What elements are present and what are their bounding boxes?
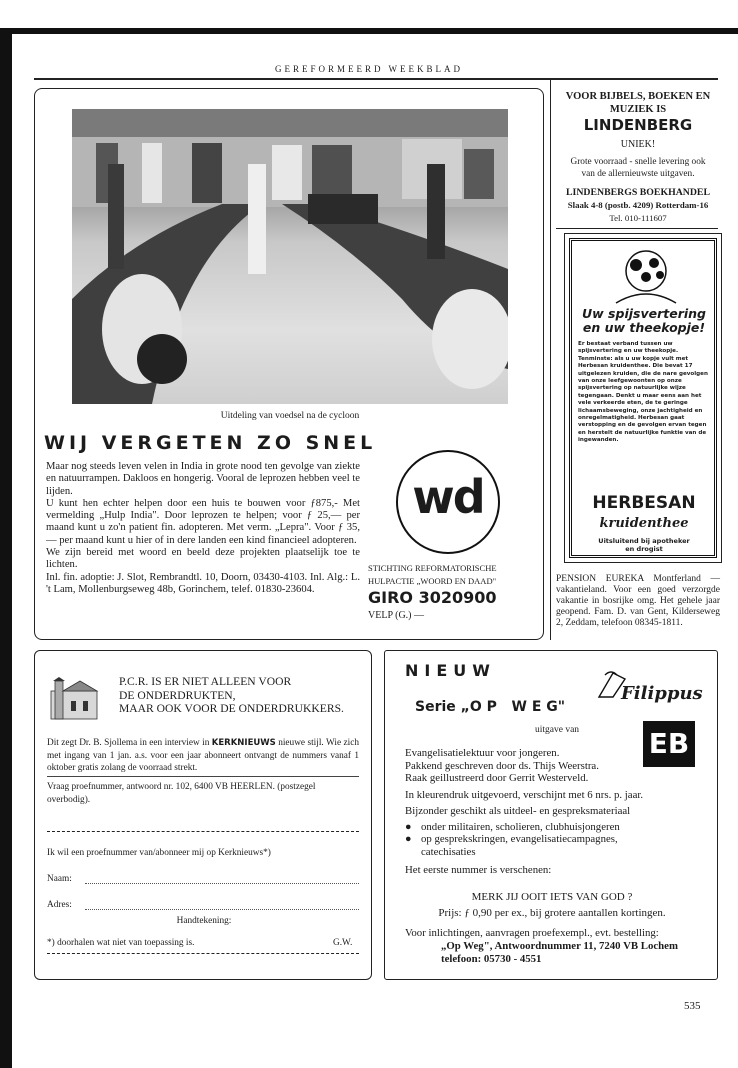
lindenberg-line: van de allernieuwste uitgaven.: [581, 169, 695, 179]
uitgave-label: uitgave van: [535, 725, 580, 735]
desc-line: In kleurendruk uitgevoerd, verschijnt met 6 nrs. p. jaar.: [405, 788, 644, 801]
name-label: Naam:: [47, 874, 72, 884]
bullet-icon: ●: [405, 833, 412, 845]
velp-location: VELP (G.) —: [368, 610, 425, 621]
body-paragraph: We zijn bereid met woord en beeld deze projekten plaatselijk toe te lichten.: [46, 547, 360, 571]
herbesan-footer-line: Uitsluitend bij apotheker: [598, 537, 690, 545]
desc-line: Het eerste nummer is verschenen:: [405, 864, 552, 876]
pension-eureka-ad: PENSION EUREKA Montferland — vakantieland. Voor een goed verzorgde vakantie in bosrijke omg. Het gehele jaar geopend. Fam. D. van Gent, Kilderseweg 2, Zeddam, telefoon 08345-1811.: [556, 574, 720, 628]
photo-illustration: [72, 109, 508, 404]
desc-line: Pakkend geschreven door ds. Thijs Weerstra.: [405, 759, 599, 772]
pcr-intro-text: Dit zegt Dr. B. Sjollema in een interview in: [47, 738, 212, 748]
lindenberg-tel: Tel. 010-111607: [609, 213, 667, 223]
pcr-headline-line: P.C.R. IS ER NIET ALLEEN VOOR: [119, 675, 292, 688]
right-rule: [556, 228, 718, 229]
filippus-brand: Filippus: [621, 683, 703, 704]
desc-line: Bijzonder geschikt als uitdeel- en gespreksmateriaal: [405, 805, 631, 817]
order-form-line: Ik wil een proefnummer van/abonneer mij op Kerknieuws*): [47, 848, 271, 858]
pcr-headline-line: DE ONDERDRUKTEN,: [119, 688, 236, 702]
herbesan-footer-line: en drogist: [625, 545, 663, 553]
herbesan-sub: kruidenthee: [599, 516, 689, 531]
top-border: [0, 28, 738, 34]
lindenberg-address: Slaak 4-8 (postb. 4209) Rotterdam-16: [567, 200, 709, 210]
pcr-intro-text: nieuwe stijl. Wie zich met ingang van 1 jan. a.s. voor een jaar abonneert ontvangt de nummers vanaf 1 oktober gratis zolang de voorraad strekt.: [47, 738, 359, 773]
herbesan-title-line: Uw spijsvertering: [582, 306, 706, 321]
bullet-icon: ●: [405, 820, 412, 833]
lindenberg-line: MUZIEK IS: [609, 104, 667, 115]
woord-en-daad-logo: [396, 450, 500, 554]
herbesan-body: Er bestaat verband tussen uw spijsvertering en uw theekopje. Tenminste: als u uw kopje vult met Herbesan kruidenthee. Die bevat 17 uitgelezen kruiden, die de nare gevolgen van onze leefgewoonten op onze spijsvertering op natuurlijke wijze tegengaan. Denkt u maar eens aan het vele verkeerde eten, de te geringe lichaamsbeweging, onze jachtigheid en onregelmatigheid. Herbesan gaat verstopping en de gevolgen ervan tegen en herstelt de natuurlijke funktie van de ingewanden.: [578, 341, 708, 444]
phone-line: telefoon: 05730 - 4551: [441, 953, 542, 965]
first-issue-title: MERK JIJ OOIT IETS VAN GOD ?: [471, 891, 633, 903]
lindenberg-line: Grote voorraad - snelle levering ook: [570, 157, 706, 167]
bullet-item: ● onder militairen, scholieren, clubhuisjongeren: [405, 820, 620, 833]
stichting-name: [368, 562, 546, 588]
cut-line: [47, 953, 359, 954]
eb-logo: EB: [643, 721, 695, 767]
herbesan-frame: [569, 238, 717, 558]
body-paragraph: U kunt hen echter helpen door een huis te bouwen voor ƒ875,- Met vermelding „Hulp India". Door leprozen te helpen; voor ƒ 25,— per maand kunt u zo'n patient fin. adopteren. Met verm. „Lepra". Voor ƒ 35,— per maand kunt u hier of in dere landen een kind financieel adopteren.: [46, 497, 360, 546]
op-weg-description: [405, 747, 661, 877]
herbesan-footer: [576, 537, 712, 553]
running-title: GEREFORMEERD WEEKBLAD: [274, 64, 464, 74]
pcr-headline: [119, 675, 344, 716]
pcr-intro: [47, 737, 359, 775]
lindenberg-uniek: UNIEK!: [620, 139, 656, 150]
logo-text: wd: [412, 470, 484, 524]
address-field[interactable]: [85, 909, 359, 910]
lindenberg-shop: LINDENBERGS BOEKHANDEL: [566, 187, 710, 198]
body-paragraph: Maar nog steeds leven velen in India in grote nood ten gevolge van ziekte en natuurrampen. Dakloos en hongerig. Vooral de leprozen hebben veel te lijden.: [46, 461, 360, 497]
address-label: Adres:: [47, 900, 72, 910]
signature-label: Handtekening:: [176, 916, 232, 926]
lindenberg-line: VOOR BIJBELS, BOEKEN EN: [565, 91, 711, 102]
page-number: 535: [684, 1000, 701, 1012]
giro-number: GIRO 3020900: [368, 588, 497, 607]
info-line: Voor inlichtingen, aanvragen proefexempl., evt. bestelling:: [405, 927, 659, 939]
desc-line: Raak geillustreerd door Gerrit Westerveld.: [405, 772, 589, 784]
name-field[interactable]: [85, 883, 359, 884]
cyclone-photo: [72, 109, 508, 404]
main-headline: WIJ VERGETEN ZO SNEL: [44, 432, 377, 454]
header-rule: [34, 78, 718, 80]
kerknieuws-name: KERKNIEUWS: [211, 738, 276, 748]
pcr-request: Vraag proefnummer, antwoord nr. 102, 6400 VB HEERLEN. (postzegel overbodig).: [47, 782, 316, 805]
lindenberg-ad: [556, 90, 720, 225]
op-weg-ad: [384, 650, 718, 980]
stichting-line: STICHTING REFORMATORISCHE: [368, 563, 497, 573]
desc-line: Evangelisatielektuur voor jongeren.: [405, 747, 560, 759]
herbesan-ad: [564, 233, 722, 563]
herbesan-title-line: en uw theekopje!: [582, 320, 706, 335]
kerknieuws-ad: [34, 650, 372, 980]
body-paragraph: Inl. fin. adoptie: J. Slot, Rembrandtl. 10, Doorn, 03430-4103. Inl. Alg.: L. 't Lam, Mollenburgseweg 48b, Gorinchem, telef. 01830-23604.: [46, 571, 360, 595]
left-binding-edge: [0, 28, 12, 1068]
pcr-headline-line: MAAR OOK VOOR DE ONDERDRUKKERS.: [119, 702, 344, 715]
cut-line: [47, 831, 359, 832]
stichting-line: HULPACTIE „WOORD EN DAAD": [368, 576, 497, 586]
photo-caption: Uitdeling van voedsel na de cycloon: [220, 411, 360, 421]
code-gw: G.W.: [333, 938, 353, 948]
church-icon: [47, 677, 101, 721]
nieuw-headline: NIEUW: [405, 661, 496, 680]
herb-plant-icon: [576, 245, 716, 305]
herbesan-title: [576, 307, 712, 335]
address-line: „Op Weg", Antwoordnummer 11, 7240 VB Lochem: [441, 940, 678, 952]
herbesan-brand: HERBESAN: [592, 493, 696, 513]
column-rule: [550, 80, 551, 640]
bullet-item: ● op gesprekskringen, evangelisatiecampagnes, catechisaties: [405, 833, 618, 858]
price-line: Prijs: ƒ 0,90 per ex., bij grotere aantallen kortingen.: [438, 907, 666, 919]
footnote: *) doorhalen wat niet van toepassing is.: [47, 938, 195, 948]
lindenberg-name: LINDENBERG: [583, 116, 693, 134]
pcr-rule: [47, 776, 359, 777]
main-ad-body: [46, 461, 360, 596]
serie-title: Serie „O P W E G": [415, 699, 566, 715]
